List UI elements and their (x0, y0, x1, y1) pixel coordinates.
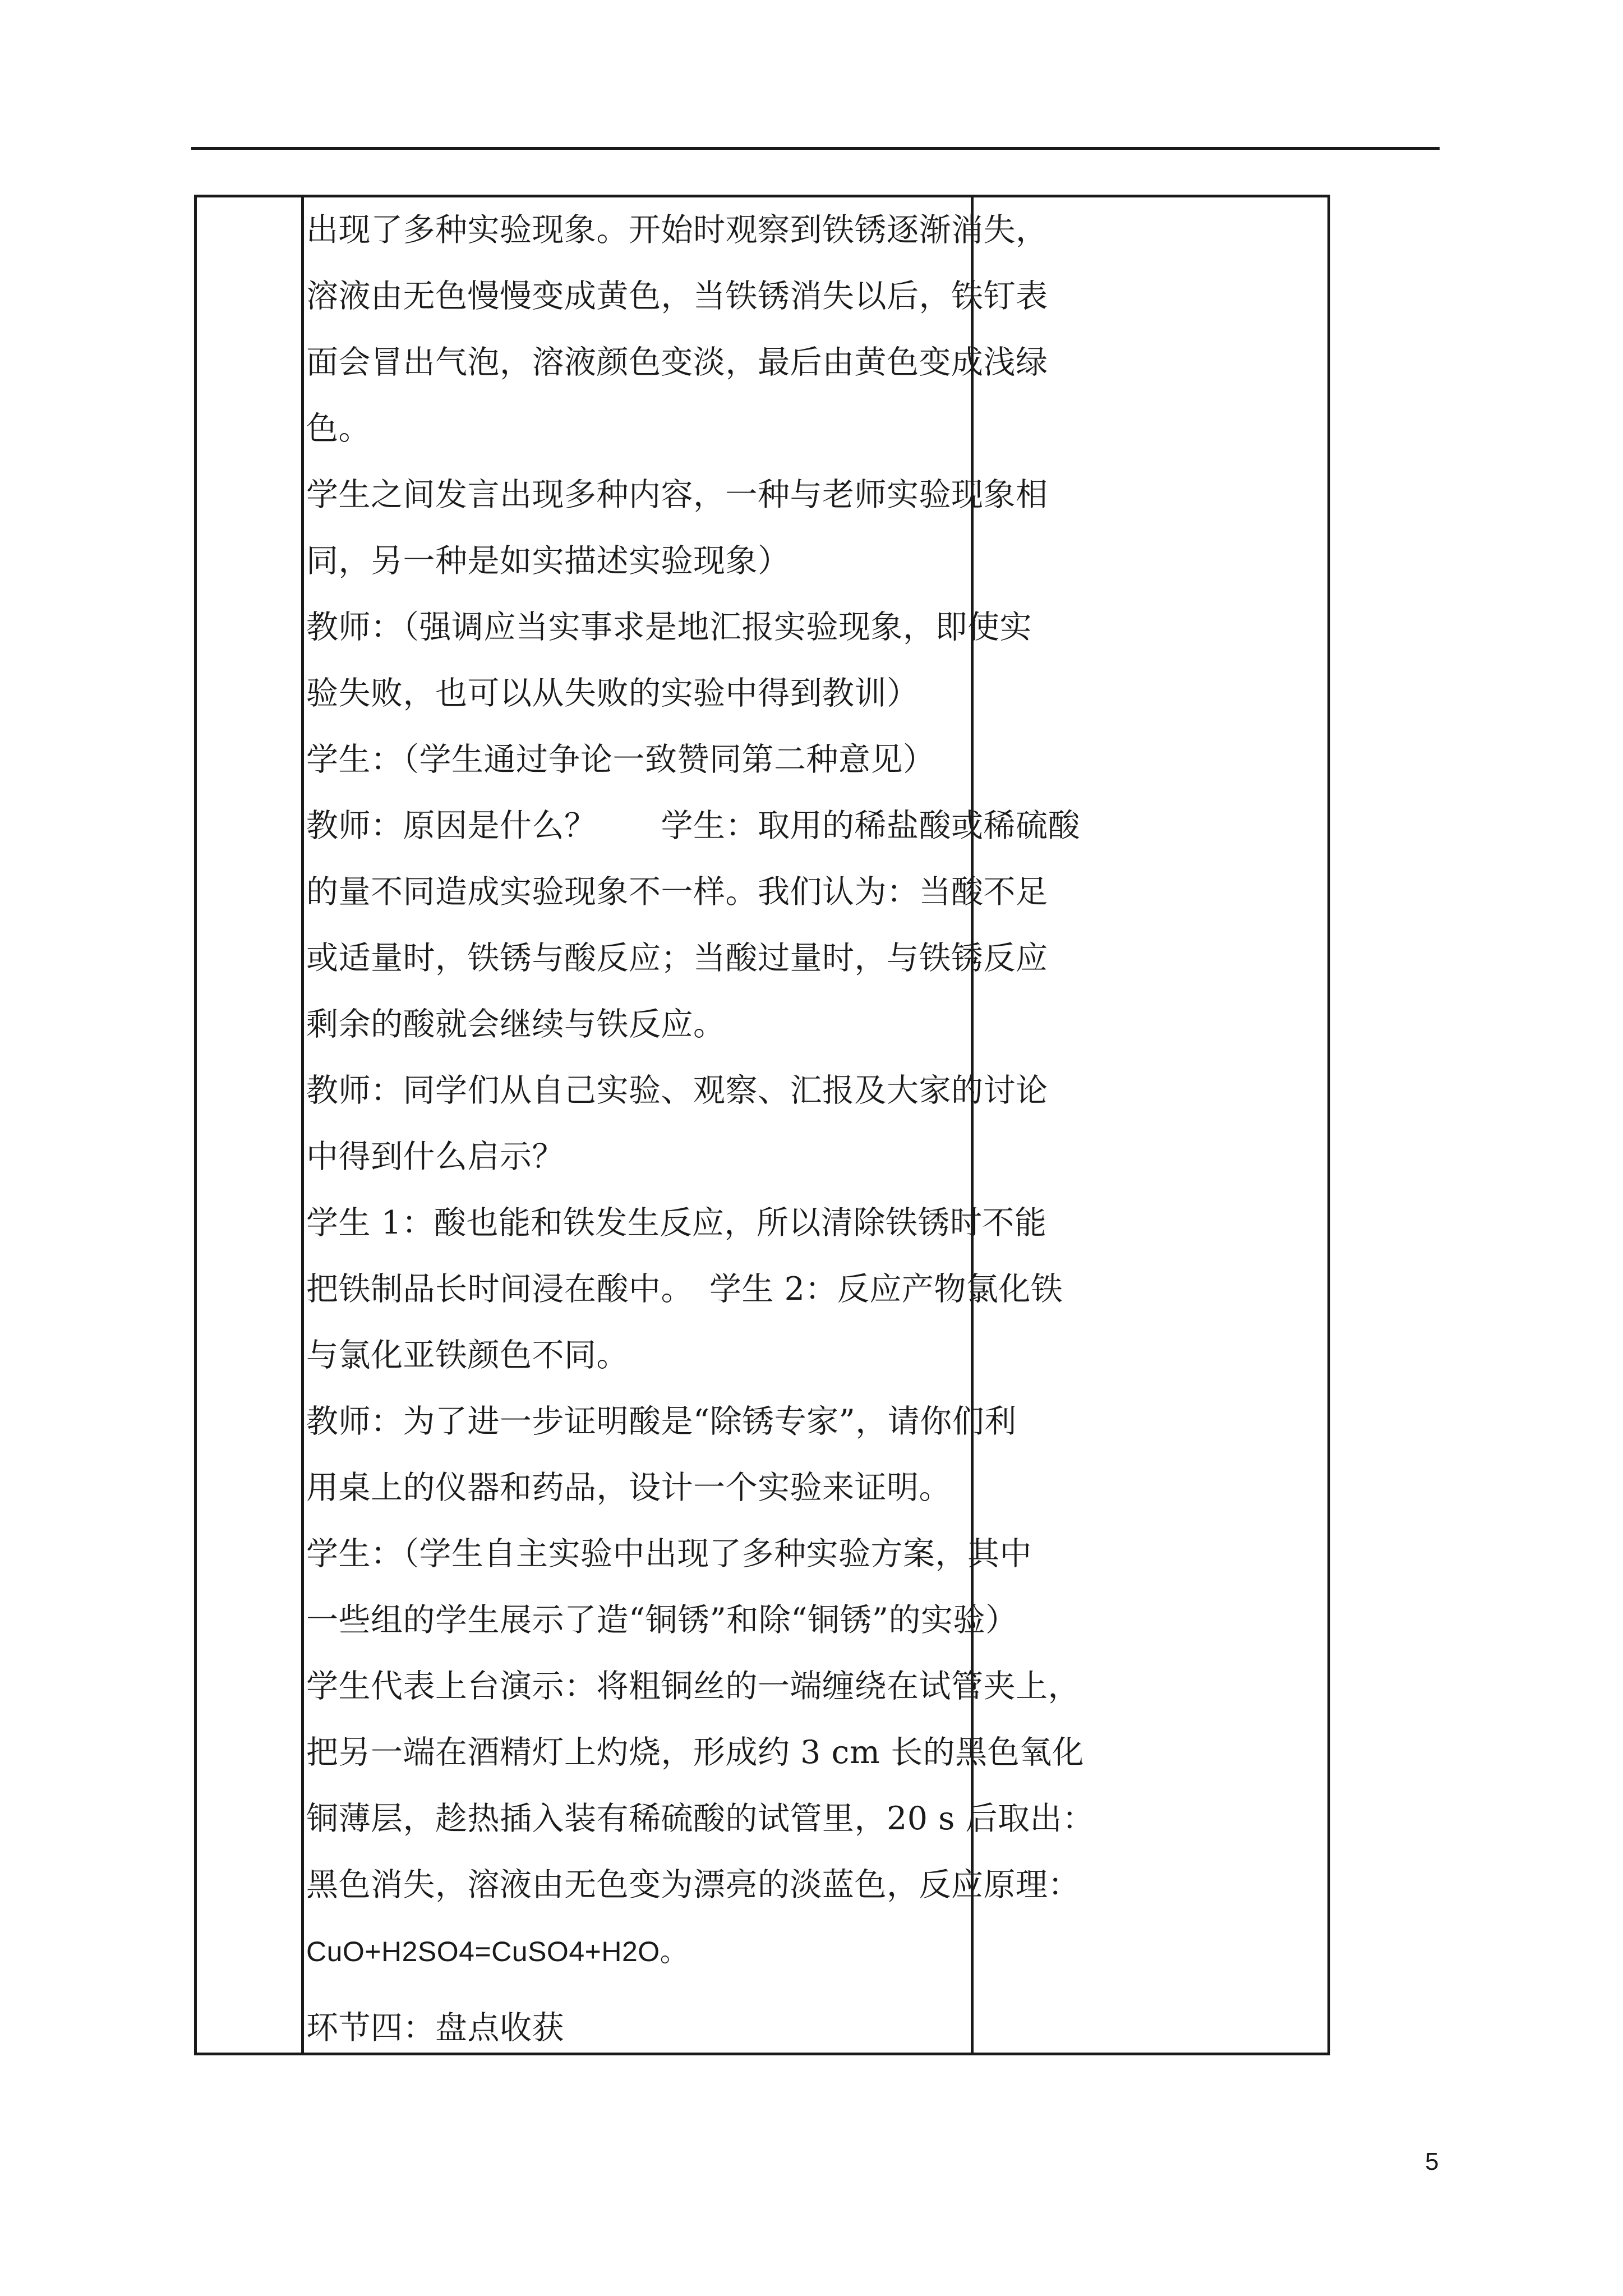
text-line: 用桌上的仪器和药品，设计一个实验来证明。 (306, 1469, 951, 1506)
page-number: 5 (1425, 2148, 1439, 2175)
text-line: 学生代表上台演示：将粗铜丝的一端缠绕在试管夹上， (306, 1668, 1080, 1705)
text-line: 出现了多种实验现象。开始时观察到铁锈逐渐消失， (306, 211, 1048, 249)
text-line: 铜薄层，趁热插入装有稀硫酸的试管里，20 s 后取出： (306, 1800, 1095, 1837)
text-line: 剩余的酸就会继续与铁反应。 (306, 1006, 726, 1043)
text-line: 教师：同学们从自己实验、观察、汇报及大家的讨论 (306, 1072, 1048, 1109)
text-line: 把另一端在酒精灯上灼烧，形成约 3 cm 长的黑色氧化 (306, 1734, 1085, 1771)
text-line: 同，另一种是如实描述实验现象） (306, 542, 790, 579)
text-line: 教师：为了进一步证明酸是“除锈专家”，请你们利 (306, 1403, 1017, 1440)
text-line: 验失败，也可以从失败的实验中得到教训） (306, 675, 919, 712)
text-line: 色。 (306, 410, 371, 447)
text-line: 面会冒出气泡，溶液颜色变淡，最后由黄色变成浅绿 (306, 344, 1048, 381)
text-line: 与氯化亚铁颜色不同。 (306, 1337, 629, 1374)
text-line: 学生 1：酸也能和铁发生反应，所以清除铁锈时不能 (306, 1204, 1047, 1241)
text-line: 教师：原因是什么？ 学生：取用的稀盐酸或稀硫酸 (306, 807, 1080, 844)
text-line: 黑色消失，溶液由无色变为漂亮的淡蓝色，反应原理： (306, 1866, 1080, 1903)
text-line: 溶液由无色慢慢变成黄色，当铁锈消失以后，铁钉表 (306, 278, 1048, 315)
lesson-table (194, 195, 1330, 2055)
text-line: 的量不同造成实验现象不一样。我们认为：当酸不足 (306, 873, 1048, 910)
equation-line: CuO+H2SO4=CuSO4+H2O。 (306, 1936, 689, 1967)
text-line: 学生：（学生自主实验中出现了多种实验方案，其中 (306, 1535, 1032, 1572)
section-heading: 环节四：盘点收获 (306, 2009, 564, 2046)
text-line: 把铁制品长时间浸在酸中。 学生 2：反应产物氯化铁 (306, 1271, 1063, 1308)
text-line: 或适量时，铁锈与酸反应；当酸过量时，与铁锈反应 (306, 940, 1048, 977)
header-rule (191, 147, 1440, 150)
text-line: 学生之间发言出现多种内容，一种与老师实验现象相 (306, 476, 1048, 513)
text-line: 教师：（强调应当实事求是地汇报实验现象，即使实 (306, 609, 1032, 646)
text-line: 学生：（学生通过争论一致赞同第二种意见） (306, 741, 935, 778)
text-line: 中得到什么启示？ (306, 1138, 564, 1175)
text-line: 一些组的学生展示了造“铜锈”和除“铜锈”的实验） (306, 1602, 1018, 1639)
column-divider-left (301, 197, 304, 2053)
teaching-process-cell (306, 197, 1095, 2053)
